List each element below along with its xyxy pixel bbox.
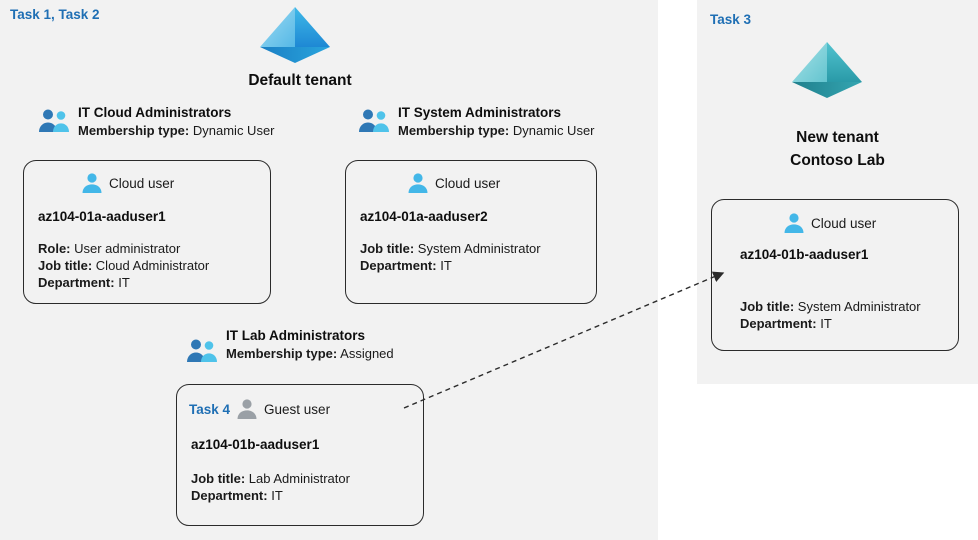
card-attribute-department — [191, 487, 423, 504]
card-attribute-department — [38, 274, 270, 291]
group-users-icon — [38, 107, 72, 135]
attribute-label: Job title: — [740, 299, 795, 314]
attribute-label: Department: — [38, 275, 115, 290]
group-membership-type — [398, 123, 673, 138]
card-user-type-row — [782, 211, 958, 235]
attribute-value: IT — [820, 316, 832, 331]
card-user-type-row — [406, 171, 596, 195]
new-tenant-title — [700, 126, 975, 172]
task-label-4: Task 4 — [189, 401, 231, 417]
attribute-label: Department: — [740, 316, 817, 331]
card-attributes — [38, 240, 270, 291]
card-attributes — [360, 240, 596, 274]
card-attribute-department — [360, 257, 596, 274]
azure-tenant-pyramid-icon — [258, 5, 332, 67]
membership-type-label: Membership type: — [226, 346, 338, 361]
group-it-system-administrators — [398, 105, 673, 138]
attribute-value: Cloud Administrator — [95, 258, 210, 273]
cloud-user-avatar-icon — [80, 171, 104, 195]
task-label-3: Task 3 — [710, 12, 752, 27]
guest-user-avatar-icon — [235, 397, 259, 421]
card-attribute-job-title — [360, 240, 596, 257]
attribute-label: Department: — [191, 488, 268, 503]
user-card-az104-01a-aaduser1 — [23, 160, 271, 304]
card-user-type-row — [189, 397, 423, 421]
card-upn: az104-01b-aaduser1 — [740, 247, 869, 262]
attribute-label: Department: — [360, 258, 437, 273]
card-attribute-role — [38, 240, 270, 257]
card-upn: az104-01b-aaduser1 — [191, 437, 320, 452]
card-user-type-label: Cloud user — [435, 175, 501, 191]
user-card-az104-01a-aaduser2 — [345, 160, 597, 304]
membership-type-value: Assigned — [340, 346, 394, 361]
card-attribute-job-title — [740, 298, 958, 315]
group-name: IT Cloud Administrators — [78, 105, 232, 120]
cloud-user-avatar-icon — [782, 211, 806, 235]
attribute-value: User administrator — [74, 241, 181, 256]
attribute-value: IT — [118, 275, 130, 290]
card-user-type-label: Cloud user — [811, 215, 877, 231]
membership-type-value: Dynamic User — [192, 123, 275, 138]
card-user-type-row — [80, 171, 270, 195]
attribute-value: IT — [271, 488, 283, 503]
group-users-icon — [186, 337, 220, 365]
group-users-icon — [358, 107, 392, 135]
group-membership-type — [226, 346, 486, 361]
task-label-1-2: Task 1, Task 2 — [10, 7, 100, 22]
attribute-value: IT — [440, 258, 452, 273]
group-name: IT System Administrators — [398, 105, 562, 120]
card-upn: az104-01a-aaduser2 — [360, 209, 488, 224]
card-attributes — [191, 470, 423, 504]
user-card-az104-01b-aaduser1-guest — [176, 384, 424, 526]
group-membership-type — [78, 123, 348, 138]
card-user-type-label: Cloud user — [109, 175, 175, 191]
default-tenant-title: Default tenant — [248, 72, 352, 89]
card-user-type-label: Guest user — [264, 401, 331, 417]
attribute-label: Job title: — [360, 241, 415, 256]
attribute-label: Job title: — [191, 471, 246, 486]
card-attribute-department — [740, 315, 958, 332]
attribute-label: Job title: — [38, 258, 93, 273]
new-tenant-title-line2: Contoso Lab — [790, 152, 885, 169]
user-card-az104-01b-aaduser1-cloud — [711, 199, 959, 351]
group-name: IT Lab Administrators — [226, 328, 366, 343]
attribute-value: Lab Administrator — [248, 471, 350, 486]
new-tenant-pyramid-icon — [790, 40, 864, 102]
card-attribute-job-title — [191, 470, 423, 487]
card-attribute-job-title — [38, 257, 270, 274]
group-it-lab-administrators — [226, 328, 486, 361]
membership-type-value: Dynamic User — [512, 123, 595, 138]
membership-type-label: Membership type: — [398, 123, 510, 138]
attribute-label: Role: — [38, 241, 71, 256]
group-it-cloud-administrators — [78, 105, 348, 138]
card-attributes — [740, 298, 958, 332]
new-tenant-title-line1: New tenant — [796, 129, 879, 146]
cloud-user-avatar-icon — [406, 171, 430, 195]
card-upn: az104-01a-aaduser1 — [38, 209, 166, 224]
attribute-value: System Administrator — [417, 241, 541, 256]
attribute-value: System Administrator — [797, 299, 921, 314]
membership-type-label: Membership type: — [78, 123, 190, 138]
